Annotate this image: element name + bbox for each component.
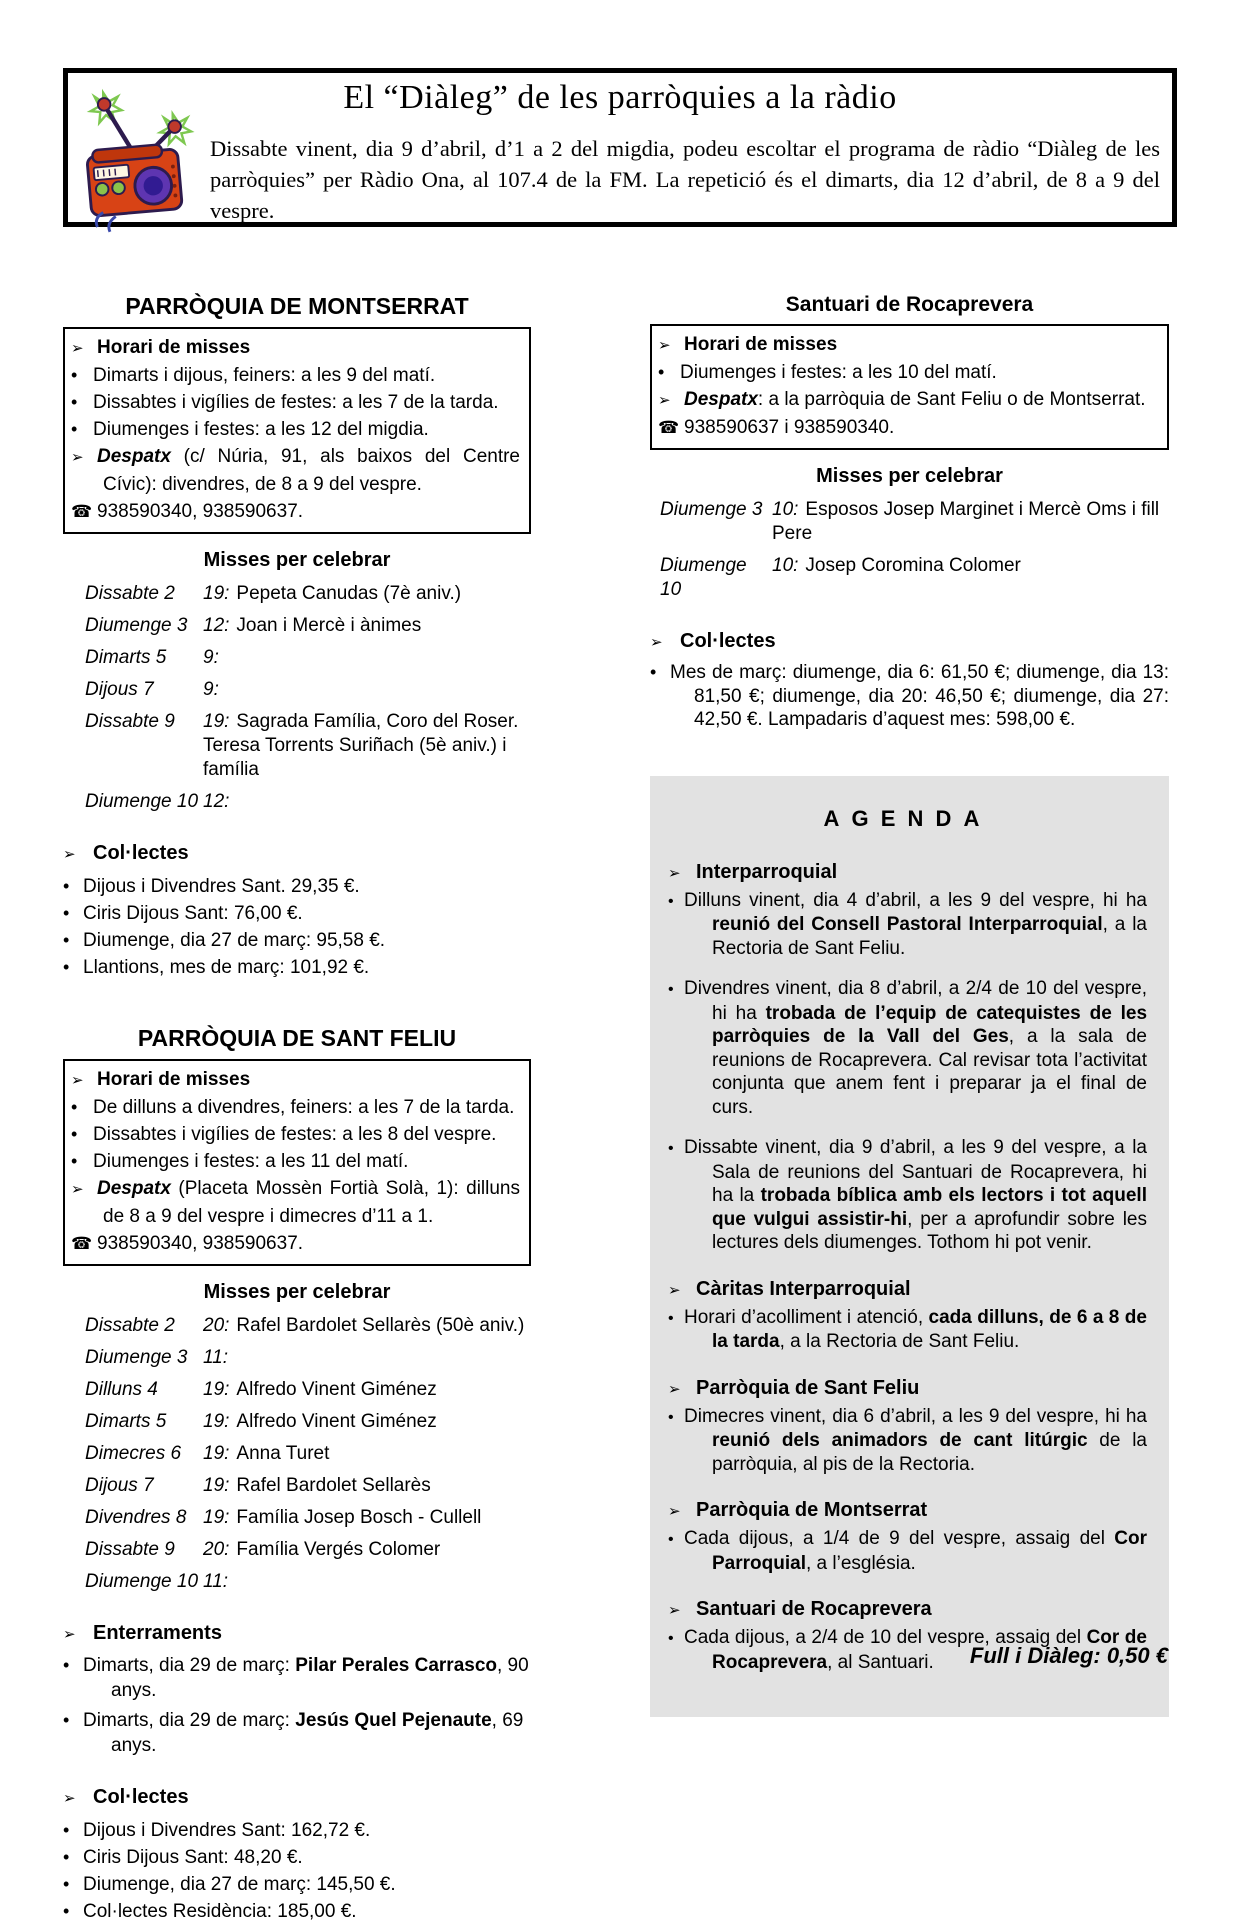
list-item bbox=[63, 1708, 531, 1758]
text-segment: Cor Parroquial bbox=[712, 1528, 1147, 1574]
misses-intention: Rafel Bardolet Sellarès bbox=[236, 1475, 431, 1496]
list-item bbox=[650, 661, 1169, 732]
text-segment: reunió del Consell Pastoral Interparroquial bbox=[712, 914, 1103, 935]
text-segment: Ciris Dijous Sant: 48,20 €. bbox=[83, 1847, 303, 1868]
text-segment: 938590340, 938590637. bbox=[97, 1233, 304, 1254]
misses-day: Dimarts 5 bbox=[85, 1411, 167, 1432]
banner-title: El “Diàleg” de les parròquies a la ràdio bbox=[343, 79, 897, 116]
left-column bbox=[63, 293, 531, 1925]
price-note: Full i Diàleg: 0,50 € bbox=[969, 1643, 1168, 1668]
text-segment: Pilar Perales Carrasco bbox=[295, 1655, 497, 1676]
text-segment: , al Santuari. bbox=[827, 1651, 934, 1673]
misses-time: 19: bbox=[203, 1379, 230, 1400]
misses-intention: Sagrada Família, Coro del Roser. Teresa Torrents Suriñach (5è aniv.) i família bbox=[203, 711, 519, 780]
arrow-bullet-icon: ➢ bbox=[668, 1281, 681, 1299]
misses-row bbox=[63, 1378, 531, 1402]
text-segment: Dissabtes i vigílies de festes: a les 8 del vespre. bbox=[93, 1124, 497, 1145]
agenda-section-title: Santuari de Rocaprevera bbox=[696, 1598, 932, 1620]
bullet-icon: • bbox=[71, 419, 78, 439]
montserrat-horari-box bbox=[63, 327, 531, 534]
list-item bbox=[63, 900, 531, 927]
misses-intention: Josep Coromina Colomer bbox=[805, 555, 1021, 576]
agenda-item bbox=[668, 1306, 1147, 1354]
misses-entry bbox=[203, 582, 531, 606]
agenda-section bbox=[668, 1376, 1147, 1477]
agenda-box bbox=[650, 776, 1169, 1718]
phone-line bbox=[71, 1230, 520, 1257]
misses-entry bbox=[203, 678, 531, 702]
text-segment: Ciris Dijous Sant: 76,00 €. bbox=[83, 903, 303, 924]
misses-entry bbox=[772, 498, 1169, 546]
text-segment: Llantions, mes de març: 101,92 €. bbox=[83, 957, 370, 978]
misses-time: 10: bbox=[772, 555, 799, 576]
misses-entry bbox=[203, 1314, 531, 1338]
misses-time: 19: bbox=[203, 711, 230, 732]
agenda-section-heading bbox=[668, 1277, 1147, 1303]
misses-intention: Pepeta Canudas (7è aniv.) bbox=[236, 583, 462, 604]
list-item bbox=[63, 927, 531, 954]
text-segment: Jesús Quel Pejenaute bbox=[295, 1710, 492, 1731]
misses-day: Dilluns 4 bbox=[85, 1379, 158, 1400]
text-segment: Horari de misses bbox=[684, 334, 838, 355]
arrow-bullet-icon: ➢ bbox=[658, 392, 671, 409]
rocaprevera-title: Santuari de Rocaprevera bbox=[785, 293, 1034, 316]
bullet-icon: • bbox=[63, 1847, 70, 1867]
misses-row bbox=[63, 1538, 531, 1562]
enterraments-list bbox=[63, 1653, 531, 1758]
horari-item bbox=[658, 386, 1158, 414]
list-item bbox=[63, 954, 531, 981]
text-segment: Dimecres vinent, dia 6 d’abril, a les 9 del vespre, hi ha bbox=[684, 1405, 1147, 1427]
bullet-icon: • bbox=[668, 892, 674, 910]
misses-row bbox=[63, 614, 531, 638]
list-item bbox=[63, 1898, 531, 1925]
misses-day: Diumenge 3 bbox=[85, 1347, 188, 1368]
agenda-section-heading bbox=[668, 860, 1147, 886]
bullet-icon: • bbox=[668, 1408, 674, 1426]
agenda-section bbox=[668, 860, 1147, 1255]
arrow-bullet-icon: ➢ bbox=[71, 1072, 84, 1089]
misses-intention: Família Josep Bosch - Cullell bbox=[236, 1507, 482, 1528]
bullet-icon: • bbox=[668, 1140, 674, 1157]
misses-row bbox=[650, 498, 1169, 546]
agenda-sections bbox=[668, 860, 1147, 1675]
text-segment: Cor de Rocaprevera bbox=[712, 1627, 1147, 1673]
rocaprevera-collectes-section bbox=[650, 628, 1169, 732]
misses-day: Diumenge 3 bbox=[85, 615, 188, 636]
sant-feliu-horari-box bbox=[63, 1059, 531, 1266]
montserrat-collectes-list bbox=[63, 873, 531, 981]
misses-row bbox=[63, 710, 531, 782]
misses-day: Dijous 7 bbox=[85, 1475, 154, 1496]
arrow-bullet-icon: ➢ bbox=[71, 1181, 84, 1198]
misses-intention: Família Vergés Colomer bbox=[236, 1539, 441, 1560]
agenda-item bbox=[668, 1405, 1147, 1477]
rocaprevera-collectes-list bbox=[650, 661, 1169, 732]
text-segment: (Placeta Mossèn Fortià Solà, 1): dilluns de 8 a 9 del vespre i dimecres d’11 a 1. bbox=[103, 1178, 520, 1227]
misses-day: Divendres 8 bbox=[85, 1507, 187, 1528]
agenda-item bbox=[668, 1527, 1147, 1575]
misses-time: 19: bbox=[203, 1411, 230, 1432]
rocaprevera-misses-heading: Misses per celebrar bbox=[816, 465, 1003, 487]
arrow-bullet-icon: ➢ bbox=[71, 449, 84, 466]
misses-time: 20: bbox=[203, 1539, 230, 1560]
agenda-section bbox=[668, 1277, 1147, 1354]
bullet-icon: • bbox=[71, 1097, 78, 1117]
text-segment: Dimarts i dijous, feiners: a les 9 del matí. bbox=[93, 365, 436, 386]
misses-row bbox=[63, 790, 531, 814]
agenda-section-title: Parròquia de Montserrat bbox=[696, 1499, 928, 1521]
misses-row bbox=[650, 554, 1169, 602]
horari-item bbox=[71, 389, 520, 416]
phone-icon: ☎ bbox=[71, 1234, 93, 1253]
bullet-icon: • bbox=[71, 392, 78, 412]
list-item bbox=[63, 873, 531, 900]
horari-item bbox=[71, 1121, 520, 1148]
arrow-bullet-icon: ➢ bbox=[71, 340, 84, 357]
rocaprevera-horari-box bbox=[650, 324, 1169, 450]
misses-row bbox=[63, 646, 531, 670]
misses-day: Dissabte 2 bbox=[85, 1315, 175, 1336]
misses-time: 19: bbox=[203, 1443, 230, 1464]
misses-entry bbox=[203, 1346, 531, 1370]
misses-day: Dimecres 6 bbox=[85, 1443, 182, 1464]
arrow-bullet-icon: ➢ bbox=[668, 1503, 681, 1520]
misses-row bbox=[63, 1570, 531, 1594]
text-segment: trobada bíblica amb els lectors i tot aquell que vulgui assistir-hi bbox=[712, 1185, 1147, 1230]
text-segment: , a la Rectoria de Sant Feliu. bbox=[779, 1331, 1020, 1352]
enterraments-section bbox=[63, 1620, 531, 1758]
enterraments-heading: ➢ Enterraments bbox=[63, 1620, 531, 1648]
text-segment: Horari de misses bbox=[97, 1069, 251, 1090]
bullet-icon: • bbox=[63, 930, 70, 950]
radio-program-banner bbox=[63, 68, 1177, 227]
text-segment: Diumenges i festes: a les 11 del matí. bbox=[93, 1151, 409, 1172]
misses-entry bbox=[203, 710, 531, 782]
right-column bbox=[650, 293, 1169, 1717]
misses-time: 19: bbox=[203, 1507, 230, 1528]
arrow-bullet-icon: ➢ bbox=[63, 1790, 76, 1807]
misses-time: 9: bbox=[203, 679, 219, 700]
horari-item bbox=[658, 359, 1158, 386]
text-segment: Cada dijous, a 2/4 de 10 del vespre, assaig del bbox=[684, 1627, 1087, 1648]
phone-icon: ☎ bbox=[71, 502, 93, 521]
rocaprevera-collectes-heading: ➢ Col·lectes bbox=[650, 628, 1169, 656]
agenda-item bbox=[668, 977, 1147, 1119]
text-segment: 938590340, 938590637. bbox=[97, 501, 304, 522]
text-segment: Dijous i Divendres Sant. 29,35 €. bbox=[83, 876, 360, 897]
misses-day: Dissabte 9 bbox=[85, 1539, 175, 1560]
text-segment: Dijous i Divendres Sant: 162,72 €. bbox=[83, 1820, 371, 1841]
text-segment: Dilluns vinent, dia 4 d’abril, a les 9 del vespre, hi ha bbox=[684, 889, 1147, 911]
misses-row bbox=[63, 678, 531, 702]
sant-feliu-collectes-list bbox=[63, 1817, 531, 1925]
text-segment: Diumenges i festes: a les 10 del matí. bbox=[680, 362, 997, 383]
text-segment: de la parròquia, al pis de la Rectoria. bbox=[712, 1430, 1147, 1475]
misses-time: 11: bbox=[203, 1347, 229, 1368]
bullet-icon: • bbox=[63, 957, 70, 977]
misses-intention: Anna Turet bbox=[236, 1443, 330, 1464]
misses-time: 11: bbox=[203, 1571, 229, 1592]
text-segment: Cada dijous, a 1/4 de 9 del vespre, assaig del bbox=[684, 1528, 1115, 1549]
misses-time: 12: bbox=[203, 791, 230, 812]
text-segment: Col·lectes Residència: 185,00 €. bbox=[83, 1901, 357, 1922]
misses-entry bbox=[203, 790, 531, 814]
text-segment: , 90 anys. bbox=[111, 1655, 529, 1701]
misses-day: Dissabte 2 bbox=[85, 583, 175, 604]
bullet-icon: • bbox=[668, 1630, 674, 1647]
misses-intention: Rafel Bardolet Sellarès (50è aniv.) bbox=[236, 1315, 525, 1336]
bullet-icon: • bbox=[63, 1901, 70, 1921]
list-item bbox=[63, 1653, 531, 1703]
text-segment: Divendres vinent, dia 8 d’abril, a 2/4 de 10 del vespre, hi ha bbox=[684, 978, 1147, 1024]
agenda-section-title: Interparroquial bbox=[696, 860, 838, 883]
text-segment: (c/ Núria, 91, als baixos del Centre Cívic): divendres, de 8 a 9 del vespre. bbox=[103, 446, 520, 495]
text-segment: Horari d’acolliment i atenció, bbox=[684, 1306, 929, 1328]
misses-entry bbox=[203, 1442, 531, 1466]
bullet-icon: • bbox=[71, 1124, 78, 1144]
misses-row bbox=[63, 1410, 531, 1434]
montserrat-collectes-section bbox=[63, 840, 531, 981]
bullet-icon: • bbox=[63, 1874, 70, 1894]
list-item bbox=[63, 1871, 531, 1898]
bullet-icon: • bbox=[63, 876, 70, 896]
agenda-section-heading bbox=[668, 1597, 1147, 1623]
montserrat-misses-heading: Misses per celebrar bbox=[203, 549, 391, 571]
misses-day: Diumenge 10 bbox=[85, 1571, 199, 1592]
montserrat-collectes-heading: ➢ Col·lectes bbox=[63, 840, 531, 868]
misses-intention: Alfredo Vinent Giménez bbox=[236, 1379, 437, 1400]
bullet-icon: • bbox=[650, 662, 657, 682]
misses-day: Diumenge 10 bbox=[85, 791, 199, 812]
text-segment: reunió dels animadors de cant litúrgic bbox=[712, 1430, 1088, 1451]
arrow-bullet-icon: ➢ bbox=[658, 337, 671, 354]
bullet-icon: • bbox=[63, 1820, 70, 1840]
horari-item bbox=[71, 1094, 520, 1121]
misses-entry bbox=[203, 1538, 531, 1562]
text-segment: Diumenge, dia 27 de març: 145,50 €. bbox=[83, 1874, 396, 1895]
text-segment: Dimarts, dia 29 de març: bbox=[83, 1655, 296, 1676]
misses-row bbox=[63, 1314, 531, 1338]
phone-line bbox=[658, 414, 1158, 441]
arrow-bullet-icon: ➢ bbox=[668, 864, 681, 882]
agenda-section-title: Càritas Interparroquial bbox=[696, 1277, 911, 1300]
horari-item bbox=[71, 362, 520, 389]
horari-heading bbox=[658, 331, 1158, 359]
text-segment: Diumenges i festes: a les 12 del migdia. bbox=[93, 419, 429, 440]
text-segment: Dimarts, dia 29 de març: bbox=[83, 1710, 296, 1731]
text-segment: 938590637 i 938590340. bbox=[684, 417, 895, 438]
agenda-section-heading bbox=[668, 1498, 1147, 1524]
misses-row bbox=[63, 1346, 531, 1370]
agenda-section-heading bbox=[668, 1376, 1147, 1402]
bullet-icon: • bbox=[668, 1531, 674, 1548]
misses-intention: Esposos Josep Marginet i Mercè Oms i fill Pere bbox=[772, 499, 1160, 544]
phone-icon: ☎ bbox=[658, 418, 680, 437]
arrow-bullet-icon: ➢ bbox=[63, 1626, 76, 1643]
misses-entry bbox=[772, 554, 1169, 602]
misses-entry bbox=[203, 1570, 531, 1594]
text-segment: Dissabte vinent, dia 9 d’abril, a les 9 del vespre, a la Sala de reunions del Santuari de Rocaprevera, hi ha la bbox=[684, 1137, 1147, 1206]
agenda-item bbox=[668, 889, 1147, 961]
horari-item bbox=[71, 416, 520, 443]
bullet-icon: • bbox=[63, 1710, 70, 1730]
arrow-bullet-icon: ➢ bbox=[650, 634, 663, 651]
banner-text: Dissabte vinent, dia 9 d’abril, d’1 a 2 del migdia, podeu escoltar el programa de ràdio “Diàleg de les parròquies” per Ràdio Ona, al 107.4 de la FM. La repetició és el dimarts, dia 12 d’abril, de 8 a 9 del vespre. bbox=[210, 136, 1160, 223]
misses-entry bbox=[203, 1506, 531, 1530]
misses-time: 19: bbox=[203, 1475, 230, 1496]
text-segment: Horari de misses bbox=[97, 337, 251, 358]
sant-feliu-collectes-heading: ➢ Col·lectes bbox=[63, 1784, 531, 1812]
misses-time: 10: bbox=[772, 499, 799, 520]
sant-feliu-misses-heading: Misses per celebrar bbox=[203, 1281, 391, 1303]
horari-item bbox=[71, 443, 520, 498]
bullet-icon: • bbox=[658, 362, 665, 382]
misses-day: Diumenge 3 bbox=[660, 499, 763, 520]
text-segment: De dilluns a divendres, feiners: a les 7 de la tarda. bbox=[93, 1097, 515, 1118]
montserrat-title: PARRÒQUIA DE MONTSERRAT bbox=[125, 293, 469, 319]
horari-item bbox=[71, 1148, 520, 1175]
misses-entry bbox=[203, 1378, 531, 1402]
misses-entry bbox=[203, 1474, 531, 1498]
horari-heading bbox=[71, 334, 520, 362]
text-segment: : a la parròquia de Sant Feliu o de Montserrat. bbox=[757, 389, 1146, 410]
misses-row bbox=[63, 1442, 531, 1466]
text-segment: Dissabtes i vigílies de festes: a les 7 de la tarda. bbox=[93, 392, 499, 413]
misses-time: 19: bbox=[203, 583, 230, 604]
bullet-icon: • bbox=[71, 365, 78, 385]
montserrat-misses-table bbox=[63, 582, 531, 814]
misses-row bbox=[63, 1506, 531, 1530]
sant-feliu-misses-table bbox=[63, 1314, 531, 1594]
text-segment: Mes de març: diumenge, dia 6: 61,50 €; diumenge, dia 13: 81,50 €; diumenge, dia 20: 46,50 €; diumenge, dia 27: 42,50 €. Lampadaris d’aquest mes: 598,00 €. bbox=[670, 662, 1169, 730]
misses-entry bbox=[203, 614, 531, 638]
misses-time: 12: bbox=[203, 615, 230, 636]
misses-day: Dissabte 9 bbox=[85, 711, 175, 732]
arrow-bullet-icon: ➢ bbox=[668, 1602, 681, 1619]
misses-day: Dijous 7 bbox=[85, 679, 154, 700]
horari-heading bbox=[71, 1066, 520, 1094]
misses-row bbox=[63, 582, 531, 606]
phone-line bbox=[71, 498, 520, 525]
bullet-icon: • bbox=[668, 1309, 674, 1327]
text-segment: Despatx bbox=[97, 1178, 171, 1199]
misses-intention: Joan i Mercè i ànimes bbox=[236, 615, 422, 636]
misses-time: 20: bbox=[203, 1315, 230, 1336]
rocaprevera-misses-table bbox=[650, 498, 1169, 602]
agenda-item bbox=[668, 1136, 1147, 1255]
sant-feliu-collectes-section bbox=[63, 1784, 531, 1925]
misses-row bbox=[63, 1474, 531, 1498]
list-item bbox=[63, 1817, 531, 1844]
misses-entry bbox=[203, 646, 531, 670]
arrow-bullet-icon: ➢ bbox=[668, 1380, 681, 1398]
misses-day: Diumenge 10 bbox=[660, 555, 747, 600]
text-segment: , a la Rectoria de Sant Feliu. bbox=[712, 914, 1147, 959]
text-segment: , 69 anys. bbox=[111, 1710, 524, 1756]
text-segment: cada dilluns, de 6 a 8 de la tarda bbox=[712, 1306, 1147, 1352]
bullet-icon: • bbox=[63, 1655, 70, 1675]
misses-time: 9: bbox=[203, 647, 219, 668]
text-segment: Despatx bbox=[684, 389, 758, 410]
list-item bbox=[63, 1844, 531, 1871]
text-segment: , per a aprofundir sobre les lectures dels diumenges. Tothom hi pot venir. bbox=[712, 1208, 1147, 1253]
misses-entry bbox=[203, 1410, 531, 1434]
arrow-bullet-icon: ➢ bbox=[63, 846, 76, 863]
text-segment: Diumenge, dia 27 de març: 95,58 €. bbox=[83, 930, 386, 951]
sant-feliu-title: PARRÒQUIA DE SANT FELIU bbox=[137, 1025, 457, 1051]
text-segment: Despatx bbox=[97, 446, 171, 467]
bullet-icon: • bbox=[71, 1151, 78, 1171]
bullet-icon: • bbox=[63, 903, 70, 923]
horari-item bbox=[71, 1175, 520, 1230]
misses-day: Dimarts 5 bbox=[85, 647, 167, 668]
agenda-section bbox=[668, 1498, 1147, 1575]
agenda-title: AGENDA bbox=[823, 805, 992, 831]
text-segment: trobada de l’equip de catequistes de les parròquies de la Vall del Ges bbox=[712, 1002, 1148, 1047]
text-segment: , a la sala de reunions de Rocaprevera. Cal revisar tota l’activitat conjunta que anem fent i preparar ja el final de curs. bbox=[712, 1026, 1147, 1118]
bullet-icon: • bbox=[668, 981, 674, 998]
agenda-section-title: Parròquia de Sant Feliu bbox=[696, 1376, 920, 1399]
misses-intention: Alfredo Vinent Giménez bbox=[236, 1411, 437, 1432]
text-segment: , a l’església. bbox=[805, 1552, 916, 1574]
